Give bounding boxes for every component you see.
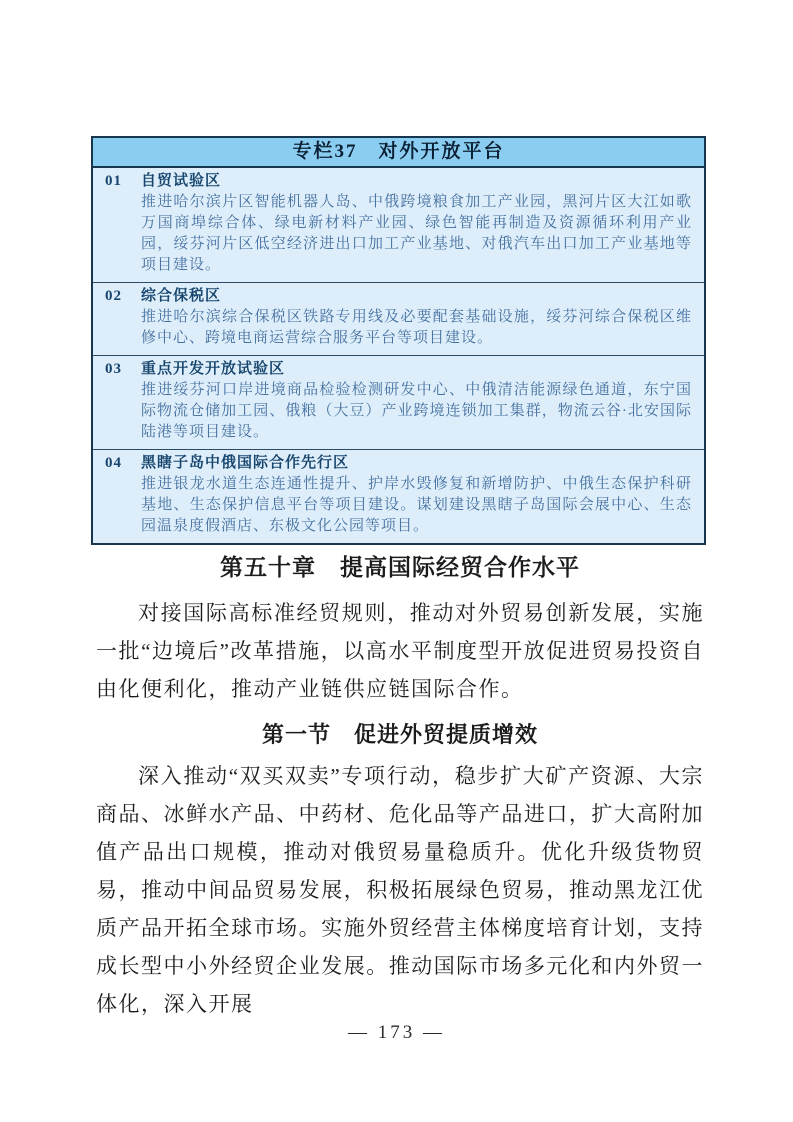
item-title: 重点开发开放试验区 [141,361,286,377]
main-text-block [96,549,704,1023]
page-number: — 173 — [348,1022,445,1043]
item-number: 02 [105,288,122,304]
section-paragraph: 深入推动“双买双卖”专项行动，稳步扩大矿产资源、大宗商品、冰鲜水产品、中药材、危化品等产品进口，扩大高附加值产品出口规模，推动对俄贸易量稳质升。优化升级货物贸易，推动中间品贸易发展，积极拓展绿色贸易，推动黑龙江优质产品开拓全球市场。实施外贸经营主体梯度培育计划，支持成长型中小外经贸企业发展。推动国际市场多元化和内外贸一体化，深入开展 [96,764,704,1016]
item-body: 推进银龙水道生态连通性提升、护岸水毁修复和新增防护、中俄生态保护科研基地、生态保护信息平台等项目建设。谋划建设黑瞎子岛国际会展中心、生态园温泉度假酒店、东极文化公园等项目。 [141,476,692,534]
column-item-03 [93,355,704,449]
item-body: 推进绥芬河口岸进境商品检验检测研发中心、中俄清洁能源绿色通道，东宁国际物流仓储加工园、俄粮（大豆）产业跨境连锁加工集群，物流云谷·北安国际陆港等项目建设。 [141,382,692,440]
chapter-intro-paragraph: 对接国际高标准经贸规则，推动对外贸易创新发展，实施一批“边境后”改革措施，以高水平制度型开放促进贸易投资自由化便利化，推动产业链供应链国际合作。 [96,601,704,701]
column-box-title: 专栏37 对外开放平台 [93,138,704,168]
item-content [141,453,692,537]
item-content [141,171,692,276]
item-content [141,286,692,349]
item-content [141,359,692,443]
item-number: 01 [105,173,122,189]
column-item-02 [93,282,704,355]
item-body: 推进哈尔滨综合保税区铁路专用线及必要配套基础设施，绥芬河综合保税区维修中心、跨境电商运营综合服务平台等项目建设。 [141,309,692,346]
section-heading: 第一节 促进外贸提质增效 [261,722,538,747]
column-box-37 [91,136,706,545]
item-title: 黑瞎子岛中俄国际合作先行区 [141,455,350,471]
item-title: 自贸试验区 [141,173,222,189]
item-number: 04 [105,455,122,471]
column-item-01 [93,168,704,282]
item-title: 综合保税区 [141,288,222,304]
chapter-heading: 第五十章 提高国际经贸合作水平 [220,555,580,580]
item-body: 推进哈尔滨片区智能机器人岛、中俄跨境粮食加工产业园，黑河片区大江如歌万国商埠综合体、绿电新材料产业园、绿色智能再制造及资源循环利用产业园，绥芬河片区低空经济进出口加工产业基地、对俄汽车出口加工产业基地等项目建设。 [141,194,692,273]
column-item-04 [93,449,704,543]
item-number: 03 [105,361,122,377]
